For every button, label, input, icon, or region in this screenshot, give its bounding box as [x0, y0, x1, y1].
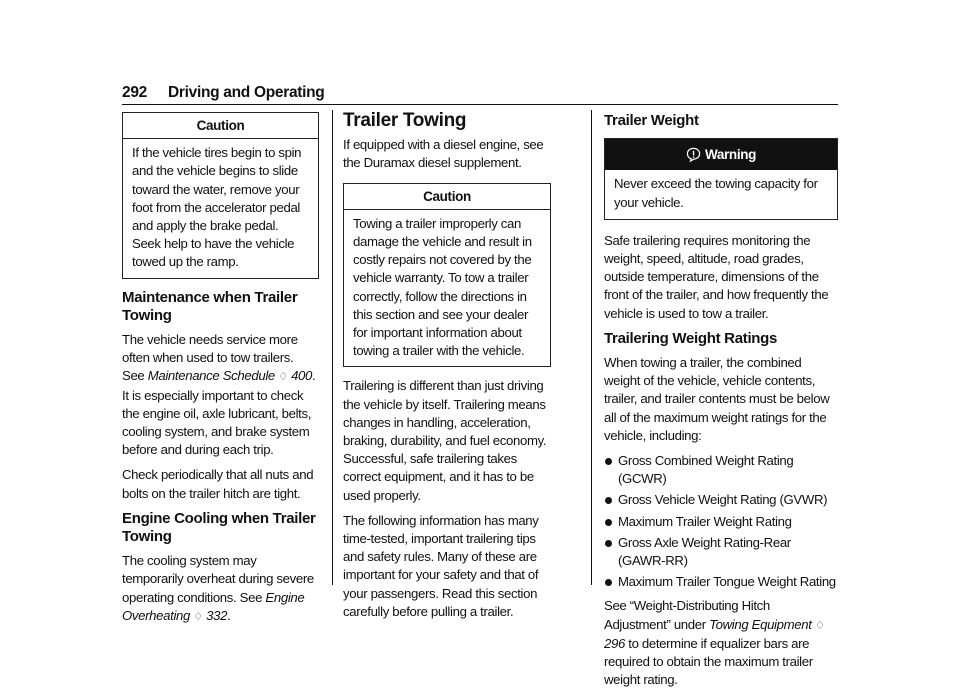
text-span: See “Weight-Distributing Hitch Adjustment” under: [604, 598, 770, 632]
caution-text: Towing a trailer improperly can damage the vehicle and result in costly repairs not covered by the vehicle warranty. To tow a trailer correctly, follow the directions in this section and see your dealer for important information about towing a trailer with the vehicle.: [353, 215, 532, 359]
engine-cooling-paragraph: [122, 552, 319, 626]
bullet-dot-icon: [605, 519, 612, 526]
trailer-weight-heading: Trailer Weight: [604, 112, 699, 129]
column-2: [343, 112, 551, 628]
weight-ratings-list: [604, 452, 838, 591]
bullet-dot-icon: [605, 458, 612, 465]
trailering-paragraph: Trailering is different than just driving the vehicle by itself. Trailering means changes in handling, acceleration, braking, durability, and fuel economy. Successful, safe trailering takes correct equipment, and it has to be used properly.: [343, 378, 547, 503]
warning-text: Never exceed the towing capacity for your vehicle.: [614, 176, 818, 210]
hitch-adjustment-paragraph: [604, 597, 838, 689]
text-span: . It is especially important to check the engine oil, axle lubricant, belts, cooling system, and brake system before and during each trip.: [122, 368, 316, 458]
list-item-text: Maximum Trailer Weight Rating: [618, 513, 792, 529]
safe-trailering-paragraph: Safe trailering requires monitoring the weight, speed, altitude, road grades, outside temperature, dimensions of the front of the trailer, and how frequently the vehicle is used to tow a trailer.: [604, 232, 829, 321]
cross-reference-link[interactable]: Maintenance Schedule: [147, 368, 275, 384]
section-title: Driving and Operating: [168, 84, 325, 101]
cross-reference-link[interactable]: Engine Overheating: [122, 589, 305, 623]
column-divider: [591, 110, 592, 585]
list-item-text: Gross Axle Weight Rating-Rear (GAWR-RR): [618, 534, 791, 569]
caution-heading: Caution: [123, 113, 318, 139]
trailer-towing-heading: Trailer Towing: [343, 110, 467, 131]
warning-header: [605, 139, 837, 170]
weight-ratings-intro: When towing a trailer, the combined weight of the vehicle, vehicle contents, trailer, and trailer contents must be below all of the maximum weight ratings for the vehicle, including:: [604, 355, 830, 443]
caution-heading: Caution: [344, 184, 550, 210]
caution-text: If the vehicle tires begin to spin and the vehicle begins to slide toward the water, remove your foot from the accelerator pedal and apply the brake pedal. Seek help to have the vehicle towed up the ramp.: [132, 145, 302, 270]
caution-box: [122, 112, 319, 279]
list-item-text: Maximum Trailer Tongue Weight Rating: [618, 574, 836, 590]
list-item: [604, 452, 838, 488]
column-divider: [332, 110, 333, 585]
list-item: [604, 573, 838, 591]
engine-cooling-heading: Engine Cooling when Trailer Towing: [122, 509, 316, 546]
warning-heading: Warning: [704, 147, 757, 163]
text-span: The vehicle needs service more often when used to tow trailers. See: [122, 332, 298, 384]
list-item: [604, 534, 838, 570]
trailering-tips-paragraph: The following information has many time-tested, important trailering tips and safety rules. Many of these are important for your safety and that of your passengers. Read this section carefully before pulling a trailer.: [343, 512, 539, 619]
hitch-check-paragraph: Check periodically that all nuts and bolts on the trailer hitch are tight.: [122, 467, 314, 501]
bullet-dot-icon: [605, 497, 612, 504]
list-item-text: Gross Combined Weight Rating (GCWR): [618, 453, 794, 487]
page-reference-number[interactable]: 296: [604, 635, 625, 651]
list-item-text: Gross Vehicle Weight Rating (GVWR): [618, 492, 828, 508]
page-reference-number[interactable]: 332: [206, 607, 228, 623]
page-reference-icon: ♢: [278, 371, 288, 384]
bullet-dot-icon: [605, 579, 612, 586]
maintenance-heading: Maintenance when Trailer Towing: [122, 288, 298, 324]
diesel-intro-paragraph: If equipped with a diesel engine, see the Duramax diesel supplement.: [343, 137, 544, 171]
caution-box: [343, 183, 551, 368]
text-span: to determine if equalizer bars are required to obtain the maximum trailer weight rating.: [604, 635, 813, 688]
list-item: [604, 491, 838, 509]
cross-reference-link[interactable]: Towing Equipment: [709, 616, 812, 632]
bullet-dot-icon: [605, 540, 612, 547]
page-reference-icon: ♢: [193, 610, 203, 623]
text-span: .: [227, 607, 231, 623]
maintenance-paragraph: [122, 331, 319, 459]
weight-ratings-heading: Trailering Weight Ratings: [604, 329, 778, 347]
column-3: [604, 112, 838, 696]
list-item: [604, 513, 838, 531]
warning-box: [604, 138, 838, 220]
text-span: The cooling system may temporarily overheat during severe operating conditions. See: [122, 553, 314, 605]
warning-exclamation-icon: [686, 147, 701, 162]
page-header: [122, 82, 838, 105]
page-reference-icon: ♢: [814, 619, 825, 632]
page-reference-number[interactable]: 400: [291, 368, 313, 384]
page-number: 292: [122, 84, 147, 101]
column-1: [122, 112, 319, 633]
